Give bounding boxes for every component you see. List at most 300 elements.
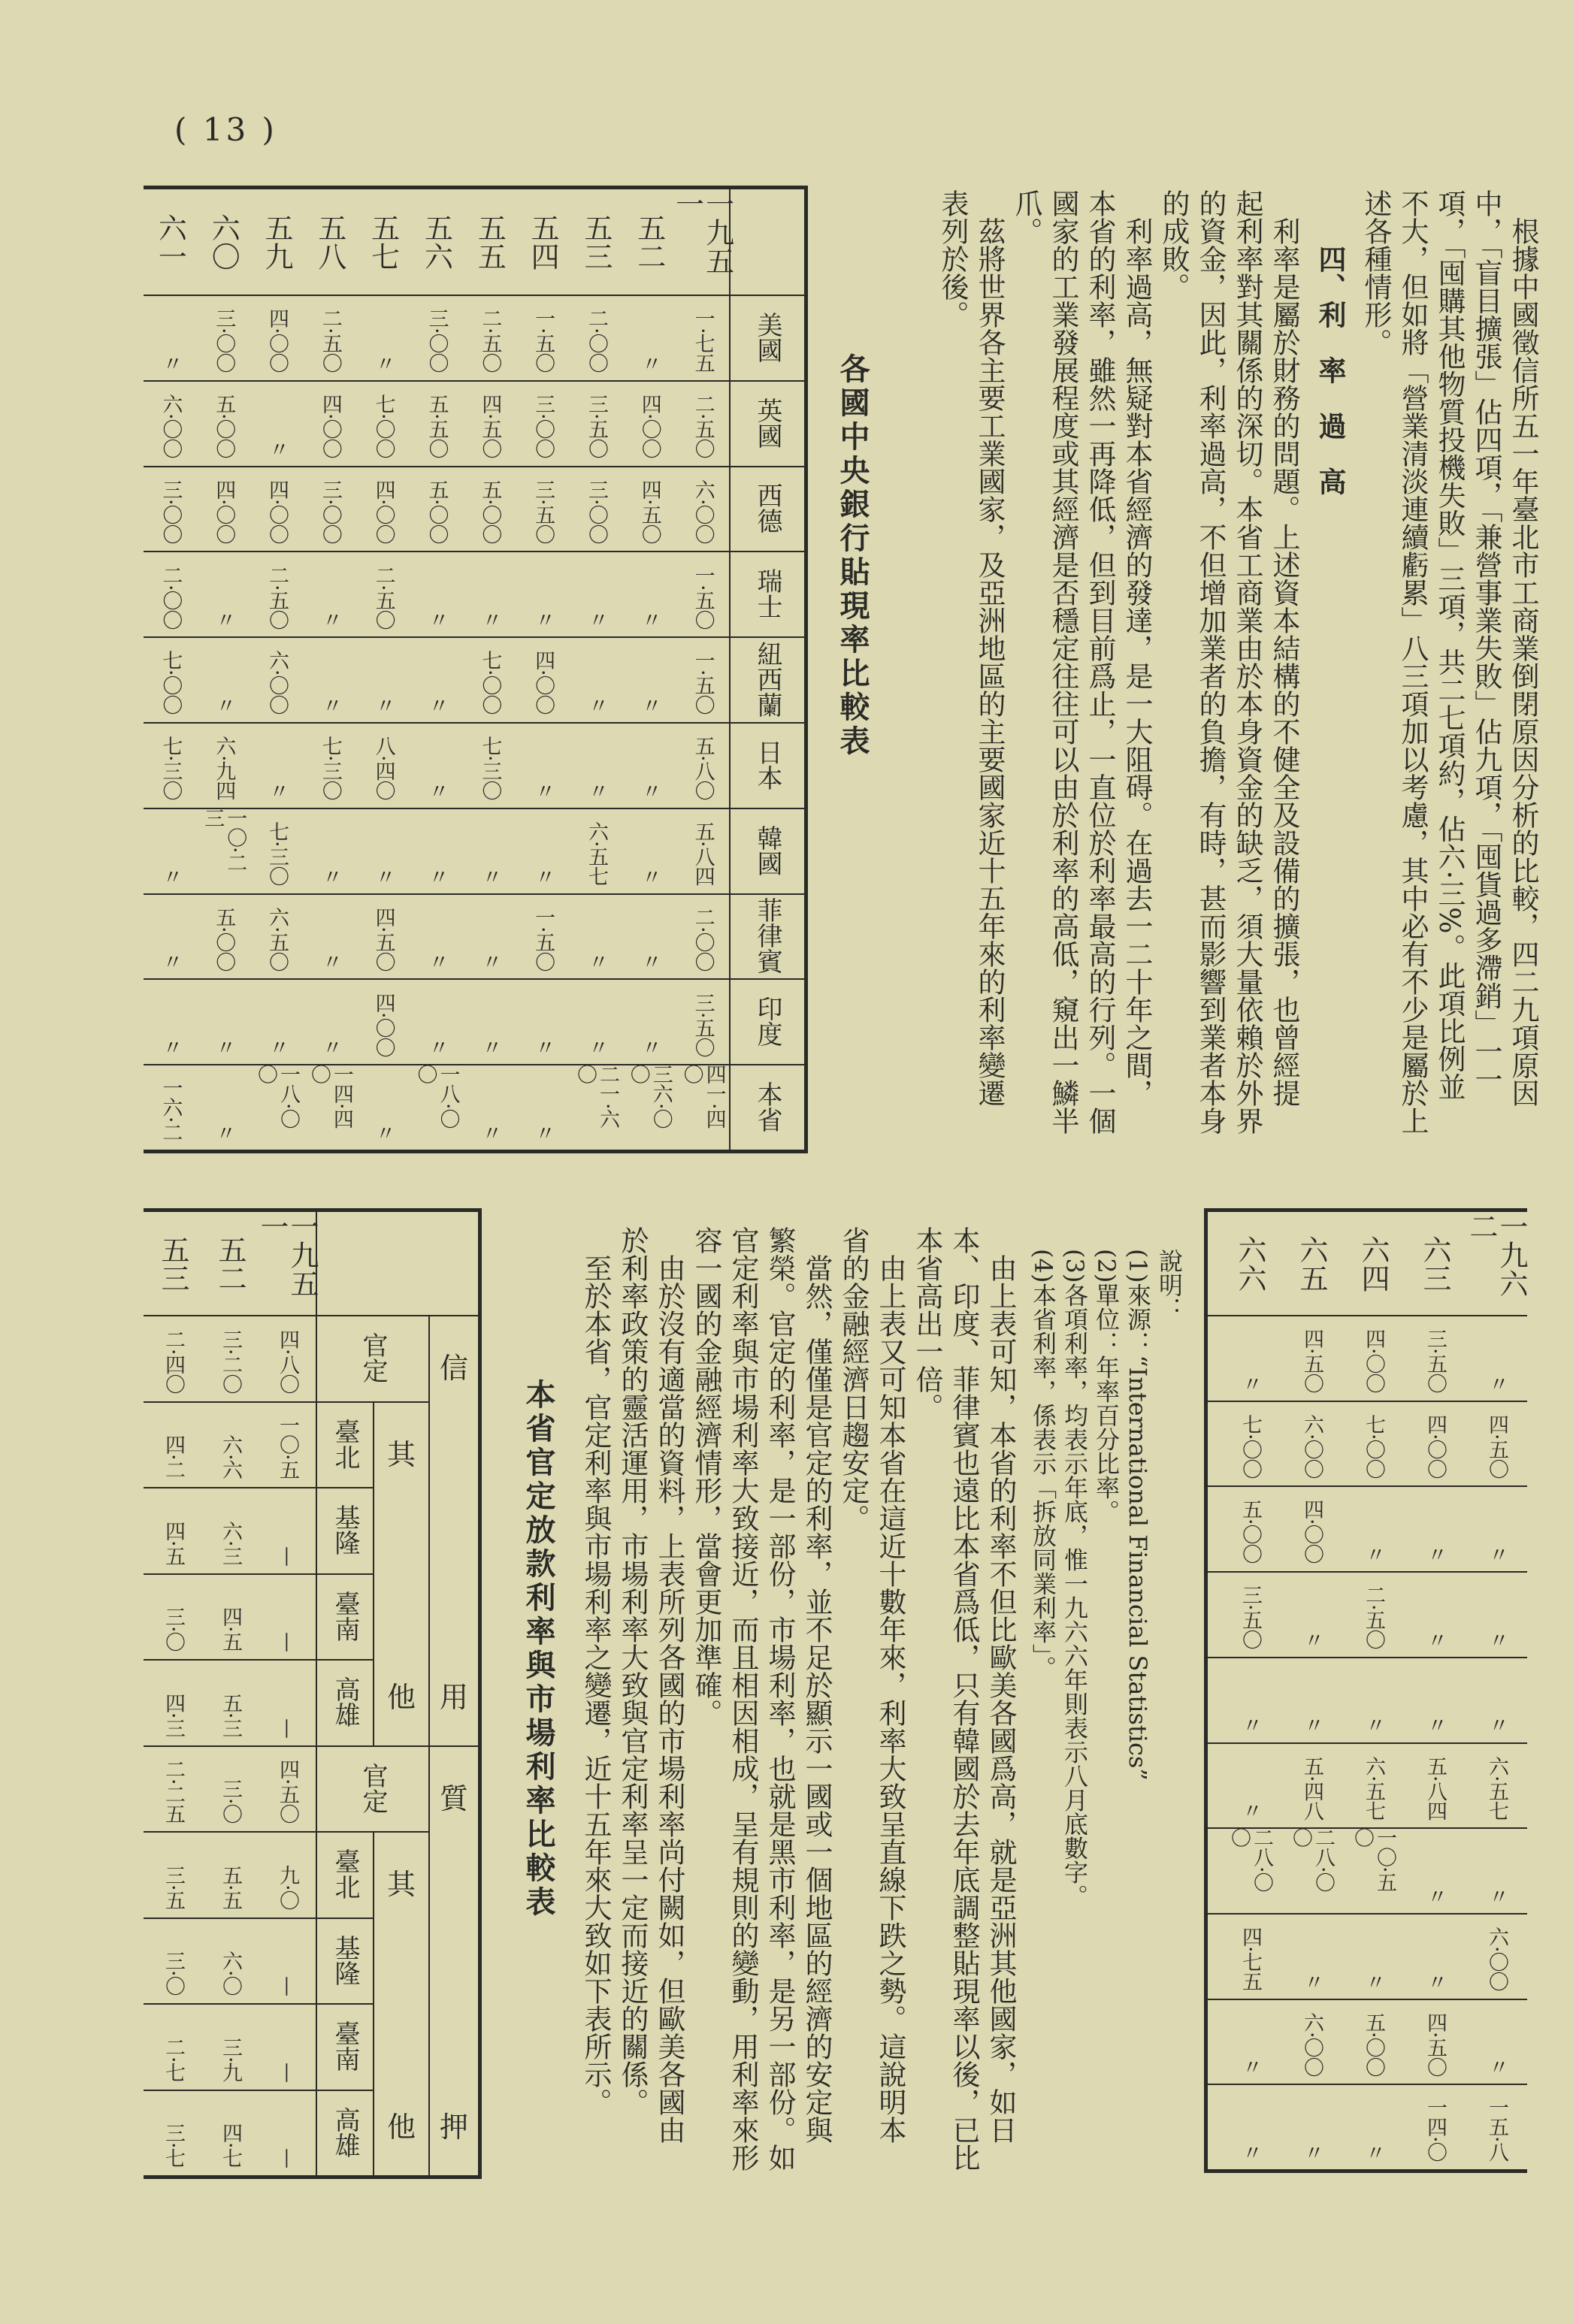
rate-cell bbox=[144, 466, 197, 552]
rate-cell bbox=[622, 978, 676, 1064]
rate-cell-text: 〃 bbox=[1362, 1715, 1385, 1735]
year-header-text: 一九六二 bbox=[1465, 1212, 1528, 1298]
rate-cell-text: 五·〇〇 bbox=[1362, 2011, 1385, 2077]
rate-cell bbox=[1281, 2084, 1342, 2169]
rate-cell-text: 〃 bbox=[159, 1037, 183, 1057]
rate-cell bbox=[1281, 1401, 1342, 1486]
rate-cell bbox=[622, 722, 676, 808]
rate-cell bbox=[1281, 1913, 1342, 1999]
rate-cell-text: 四·七 bbox=[219, 2123, 242, 2168]
year-header-text: 五七 bbox=[366, 213, 400, 270]
rate-cell bbox=[1281, 1657, 1342, 1742]
year-header-text: 六三 bbox=[1418, 1235, 1451, 1292]
rate-cell bbox=[144, 1487, 201, 1573]
rate-cell bbox=[1281, 1742, 1342, 1828]
rate-cell-text: 〃 bbox=[584, 951, 608, 972]
rate-cell-text: 三·九 bbox=[219, 2036, 242, 2082]
rate-cell-text: 三·〇 bbox=[162, 1951, 185, 1996]
rate-cell-text: 三·五〇 bbox=[1423, 1328, 1447, 1393]
rate-cell-text: 〃 bbox=[1239, 1373, 1262, 1393]
rate-cell-text: 〃 bbox=[584, 609, 608, 630]
text-column: 的資金，因此，利率過高，不但增加業者的負擔，有時，甚而影響到業者本身 bbox=[1194, 189, 1227, 1135]
rate-cell-text: 五·〇〇 bbox=[425, 479, 449, 544]
year-header-text: 六六 bbox=[1233, 1235, 1266, 1292]
year-header-text: 六四 bbox=[1357, 1235, 1390, 1292]
rate-cell bbox=[1466, 1315, 1527, 1401]
rate-cell-text: — bbox=[276, 2062, 299, 2082]
text-column: 官定利率與市場利率大致接近，而且相因相成，呈有規則的變動，用利率來形 bbox=[727, 1226, 759, 2171]
rate-cell-text: 五·八四 bbox=[1423, 1755, 1447, 1821]
rate-cell-text: 〃 bbox=[1239, 1715, 1262, 1735]
rate-cell-text: 一〇·五 bbox=[276, 1415, 299, 1479]
rate-cell bbox=[1404, 1571, 1466, 1657]
text-column: 容一國的金融經濟情形，當會更加準確。 bbox=[690, 1226, 722, 1727]
rate-cell-text: 〃 bbox=[531, 609, 555, 630]
rate-cell-text: 三·二〇 bbox=[219, 1328, 242, 1394]
rate-cell-text: 七·〇〇 bbox=[478, 650, 502, 715]
rate-cell bbox=[622, 808, 676, 893]
rate-cell-text: 四·〇〇 bbox=[371, 479, 395, 544]
rate-cell-text: 〃 bbox=[1362, 2141, 1385, 2162]
rate-cell-text: 二一·六〇 bbox=[573, 1064, 619, 1129]
rate-cell-text: 〃 bbox=[1239, 2057, 1262, 2077]
rate-cell bbox=[197, 808, 250, 893]
rate-cell bbox=[144, 636, 197, 722]
rate-cell-text: 〃 bbox=[584, 780, 608, 800]
rate-cell-text: 四·五〇 bbox=[478, 394, 502, 458]
rate-cell-text: 〃 bbox=[1485, 1373, 1508, 1393]
rate-cell bbox=[250, 893, 304, 979]
rate-cell bbox=[259, 1315, 316, 1401]
year-header-text: 六五 bbox=[1295, 1235, 1328, 1292]
year-header bbox=[201, 1212, 259, 1315]
rate-cell-text: 四·五 bbox=[219, 1606, 242, 1652]
official-label bbox=[317, 1745, 428, 1832]
rate-cell-text: 三六·〇〇 bbox=[626, 1064, 673, 1129]
rate-cell-text: 四·七五 bbox=[1239, 1926, 1262, 1991]
rate-cell bbox=[144, 1573, 201, 1660]
text-column: 茲將世界各主要工業國家，及亞洲地區的主要國家近十五年來的利率變遷 bbox=[973, 189, 1006, 1107]
loan-type-label bbox=[430, 1745, 478, 2176]
rate-cell-text: 三·五〇 bbox=[584, 394, 608, 458]
note-line: (3)各項利率，均表示年底，惟一九六六年則表示八月底數字。 bbox=[1060, 1249, 1089, 1908]
year-header bbox=[1404, 1212, 1466, 1315]
rate-cell-text: 二·四〇 bbox=[162, 1328, 185, 1394]
rate-cell bbox=[144, 1831, 201, 1918]
rate-cell bbox=[303, 808, 356, 893]
rate-cell-text: 〃 bbox=[531, 866, 555, 886]
rate-cell-text: 四·〇〇 bbox=[265, 479, 289, 544]
rate-cell-text: 六·九四 bbox=[212, 736, 236, 800]
rate-cell-text: 〃 bbox=[1300, 2141, 1323, 2162]
city-label-text: 基隆 bbox=[330, 1934, 360, 1986]
rate-cell bbox=[463, 636, 516, 722]
text-column: 起利率對其關係的深切。本省工商業由於本身資金的缺乏，須大量依賴於外界 bbox=[1231, 189, 1263, 1135]
section-heading: 四、利 率 過 高 bbox=[1314, 189, 1347, 495]
rate-cell bbox=[356, 466, 410, 552]
year-header bbox=[570, 189, 623, 295]
rate-cell-text: 〃 bbox=[265, 1037, 289, 1057]
text-column: 不大，但如將「營業清淡連續虧累」八三項加以考慮，其中必有不少是屬於上 bbox=[1396, 189, 1429, 1135]
other-label bbox=[374, 1401, 428, 1745]
country-label bbox=[731, 380, 804, 466]
rate-cell bbox=[1466, 2084, 1527, 2169]
rate-cell bbox=[1404, 2084, 1466, 2169]
rate-cell bbox=[250, 636, 304, 722]
rate-cell bbox=[622, 551, 676, 636]
rate-cell bbox=[303, 722, 356, 808]
rate-cell-text: 一·七五 bbox=[691, 308, 715, 373]
rate-cell-text: 〃 bbox=[637, 951, 661, 972]
rate-cell-text: 〃 bbox=[478, 1122, 502, 1142]
rate-cell-text: 三·七 bbox=[162, 2123, 185, 2168]
rate-cell-text: 一·五〇 bbox=[531, 906, 555, 972]
rate-cell bbox=[197, 636, 250, 722]
rate-cell-text: 四·八〇 bbox=[276, 1328, 299, 1394]
rate-cell-text: 五·〇〇 bbox=[1239, 1499, 1262, 1564]
rate-cell bbox=[303, 295, 356, 380]
rate-cell-text: 三·〇 bbox=[219, 1779, 242, 1824]
rate-cell bbox=[144, 1918, 201, 2004]
rate-cell bbox=[303, 380, 356, 466]
rate-cell-text: 三·五〇 bbox=[1239, 1585, 1262, 1649]
rate-cell bbox=[676, 978, 729, 1064]
rate-cell-text: 三·〇〇 bbox=[159, 479, 183, 544]
city-label-text: 臺南 bbox=[330, 1590, 360, 1642]
rate-cell bbox=[1219, 1742, 1281, 1828]
rate-cell-text: 〃 bbox=[425, 694, 449, 715]
official-label-text: 官定 bbox=[358, 1332, 388, 1384]
rate-cell bbox=[1281, 1571, 1342, 1657]
rate-cell-text: 〃 bbox=[371, 866, 395, 886]
city-label-text: 高雄 bbox=[330, 2106, 360, 2158]
text-column: 爪。 bbox=[1010, 189, 1042, 245]
rate-cell-text: 〃 bbox=[212, 694, 236, 715]
rate-cell bbox=[463, 978, 516, 1064]
rate-cell bbox=[676, 636, 729, 722]
table-notes bbox=[1027, 1249, 1185, 1908]
rate-cell bbox=[1219, 1999, 1281, 2084]
text-column: 至於本省，官定利率與市場利率之變遷，近十五年來大致如下表所示。 bbox=[579, 1226, 612, 2116]
rate-cell bbox=[1404, 1827, 1466, 1913]
rate-cell bbox=[463, 1064, 516, 1150]
year-header-text: 五二 bbox=[213, 1235, 247, 1292]
rate-cell-text: 六·〇〇 bbox=[265, 650, 289, 715]
rate-cell bbox=[1219, 1315, 1281, 1401]
table1-title: 各國中央銀行貼現率比較表 bbox=[835, 353, 870, 759]
rate-cell-text: 〃 bbox=[637, 780, 661, 800]
rate-cell-text: 四·〇〇 bbox=[371, 992, 395, 1057]
rate-cell bbox=[1219, 1913, 1281, 1999]
rate-cell bbox=[463, 466, 516, 552]
rate-cell-text: 一五·八 bbox=[1485, 2097, 1508, 2162]
rate-cell-text: 六·五七 bbox=[1485, 1755, 1508, 1821]
rate-cell bbox=[144, 893, 197, 979]
rate-cell-text: 二·〇〇 bbox=[584, 308, 608, 373]
city-label-text: 臺北 bbox=[330, 1848, 360, 1900]
rate-cell-text: 〃 bbox=[478, 1037, 502, 1057]
rate-cell bbox=[410, 893, 463, 979]
rate-cell bbox=[622, 893, 676, 979]
year-header-text: 五三 bbox=[156, 1235, 189, 1292]
rate-cell bbox=[676, 551, 729, 636]
rate-cell bbox=[410, 295, 463, 380]
rate-cell bbox=[144, 722, 197, 808]
rate-cell bbox=[250, 551, 304, 636]
rate-cell bbox=[1466, 1657, 1527, 1742]
city-label bbox=[317, 2090, 373, 2176]
rate-cell-text: 六·五七 bbox=[1362, 1755, 1385, 1821]
rate-cell bbox=[410, 722, 463, 808]
year-header-text: 五三 bbox=[579, 213, 613, 270]
rate-cell bbox=[356, 295, 410, 380]
rate-cell-text: 〃 bbox=[1300, 1715, 1323, 1735]
rate-cell bbox=[463, 722, 516, 808]
city-label-text: 高雄 bbox=[330, 1676, 360, 1728]
year-header bbox=[144, 189, 197, 295]
rate-cell-text: 一八·〇〇 bbox=[413, 1064, 460, 1129]
rate-cell bbox=[356, 808, 410, 893]
rate-cell bbox=[676, 893, 729, 979]
rate-cell-text: 〃 bbox=[212, 609, 236, 630]
rate-cell-text: 三·〇〇 bbox=[318, 479, 342, 544]
rate-cell bbox=[201, 1659, 259, 1745]
rate-cell-text: 四·五〇 bbox=[637, 479, 661, 544]
rate-cell-text: 七·〇〇 bbox=[1239, 1413, 1262, 1479]
rate-cell bbox=[1404, 1742, 1466, 1828]
official-label-text: 官定 bbox=[358, 1762, 388, 1814]
rate-cell-text: 一〇·二三 bbox=[201, 807, 247, 872]
country-label-text: 菲律賓 bbox=[752, 897, 782, 975]
text-column: 國家的工業發展程度或其經濟是否穩定往往可以由於利率的高低，窺出一鱗半 bbox=[1047, 189, 1079, 1135]
rate-cell bbox=[201, 1401, 259, 1488]
other-char: 其 bbox=[386, 1868, 416, 1901]
rate-cell bbox=[1404, 1913, 1466, 1999]
note-line: (2)單位：年率百分比率。 bbox=[1092, 1249, 1121, 1524]
rate-cell-text: 〃 bbox=[371, 352, 395, 373]
country-label bbox=[731, 295, 804, 380]
rate-cell bbox=[201, 1573, 259, 1660]
rate-cell bbox=[1466, 1913, 1527, 1999]
rate-cell-text: 二·〇〇 bbox=[159, 564, 183, 630]
discount-rate-table-part1 bbox=[144, 186, 808, 1153]
rate-cell bbox=[570, 808, 623, 893]
rate-cell-text: 〃 bbox=[318, 694, 342, 715]
rate-cell bbox=[259, 2003, 316, 2090]
rate-cell-text: 三·五〇 bbox=[691, 992, 715, 1057]
rate-cell-text: 一·五〇 bbox=[691, 650, 715, 715]
rate-cell bbox=[1219, 1657, 1281, 1742]
rate-cell-text: 〃 bbox=[584, 1037, 608, 1057]
rate-cell bbox=[1404, 1657, 1466, 1742]
rate-cell-text: 二八·〇〇 bbox=[1227, 1827, 1273, 1892]
rate-cell-text: 〃 bbox=[371, 694, 395, 715]
rate-cell bbox=[570, 978, 623, 1064]
city-label bbox=[317, 1831, 373, 1918]
year-header bbox=[303, 189, 356, 295]
rate-cell bbox=[303, 636, 356, 722]
rate-cell-text: 七·三〇 bbox=[159, 736, 183, 800]
rate-cell-text: 六·〇〇 bbox=[159, 394, 183, 458]
rate-cell bbox=[259, 1573, 316, 1660]
rate-cell-text: 六·六 bbox=[219, 1434, 242, 1479]
rate-cell bbox=[250, 978, 304, 1064]
rate-cell bbox=[1219, 2084, 1281, 2169]
year-header bbox=[144, 1212, 201, 1315]
note-line: (1)來源：“International Financial Statistics” bbox=[1124, 1249, 1152, 1781]
rate-cell-text: 〃 bbox=[637, 1037, 661, 1057]
rate-cell-text: 九·〇 bbox=[276, 1864, 299, 1910]
rate-cell-text: 四·五〇 bbox=[1423, 2011, 1447, 2077]
rate-cell-text: 四·五〇 bbox=[276, 1759, 299, 1824]
note-line: (4)本省利率，係表示「拆放同業利率」。 bbox=[1029, 1249, 1057, 1680]
rate-cell-text: 四·〇〇 bbox=[318, 394, 342, 458]
city-label bbox=[317, 1401, 373, 1488]
rate-cell-text: 〃 bbox=[531, 1037, 555, 1057]
rate-cell bbox=[250, 1064, 304, 1150]
rate-cell bbox=[516, 808, 570, 893]
rate-cell-text: 六·〇〇 bbox=[1485, 1926, 1508, 1991]
rate-cell-text: 三·五 bbox=[162, 1864, 185, 1910]
rate-cell bbox=[1281, 1485, 1342, 1571]
country-label-text: 紐西蘭 bbox=[752, 641, 782, 718]
rate-cell bbox=[144, 808, 197, 893]
rate-cell bbox=[570, 1064, 623, 1150]
rate-cell bbox=[144, 1659, 201, 1745]
country-label bbox=[731, 808, 804, 893]
year-header bbox=[256, 1212, 319, 1315]
rate-cell bbox=[1404, 1485, 1466, 1571]
text-column: 當然，僅僅是官定的利率，並不足於顯示一國或一個地區的經濟的安定與 bbox=[800, 1226, 833, 2144]
rate-cell-text: 三·〇 bbox=[162, 1606, 185, 1652]
rate-cell bbox=[197, 722, 250, 808]
year-header-text: 五二 bbox=[632, 213, 666, 270]
text-column: 表列於後。 bbox=[936, 189, 969, 328]
rate-cell bbox=[303, 978, 356, 1064]
rate-cell bbox=[1219, 1401, 1281, 1486]
rate-cell-text: 五·〇〇 bbox=[212, 906, 236, 972]
text-column: 中，「盲目擴張」佔四項，「兼營事業失敗」佔九項，「囤貨過多滯銷」一一 bbox=[1470, 189, 1502, 1093]
rate-cell-text: 〃 bbox=[159, 951, 183, 972]
note-line: 說明： bbox=[1155, 1249, 1184, 1321]
rate-cell-text: 四·〇〇 bbox=[1300, 1499, 1323, 1564]
rate-cell-text: 四·〇〇 bbox=[212, 479, 236, 544]
city-label bbox=[317, 1918, 373, 2004]
rate-cell bbox=[463, 380, 516, 466]
rate-cell-text: 〃 bbox=[1423, 1629, 1447, 1649]
year-header-text: 五六 bbox=[419, 213, 453, 270]
rate-cell-text: 〃 bbox=[159, 352, 183, 373]
rate-cell-text: 四·二 bbox=[162, 1434, 185, 1479]
rate-cell-text: 五·〇〇 bbox=[478, 479, 502, 544]
country-label bbox=[731, 722, 804, 808]
rate-cell-text: 三·〇〇 bbox=[425, 308, 449, 373]
rate-cell-text: 三·五〇 bbox=[531, 479, 555, 544]
rate-cell bbox=[1466, 1485, 1527, 1571]
rate-cell bbox=[250, 380, 304, 466]
other-char: 他 bbox=[386, 1680, 416, 1714]
text-column: 項，「囤購其他物質投機失敗」三項，共二七項約，佔六·三%。此項比例並 bbox=[1433, 189, 1466, 1101]
rate-cell bbox=[197, 1064, 250, 1150]
rate-cell bbox=[676, 295, 729, 380]
rate-cell bbox=[201, 1315, 259, 1401]
rate-cell bbox=[197, 978, 250, 1064]
rate-cell-text: 〃 bbox=[212, 1037, 236, 1057]
rate-cell-text: 〃 bbox=[1485, 1544, 1508, 1564]
rate-cell-text: 〃 bbox=[265, 780, 289, 800]
rate-cell-text: 七·〇〇 bbox=[159, 650, 183, 715]
rate-cell-text: 六·五七 bbox=[584, 821, 608, 886]
country-label-text: 瑞士 bbox=[752, 568, 782, 620]
rate-cell bbox=[303, 551, 356, 636]
rate-cell-text: 一·五〇 bbox=[691, 564, 715, 630]
rate-cell bbox=[356, 893, 410, 979]
year-header-text: 六一 bbox=[153, 213, 187, 270]
rate-cell-text: 一四·〇 bbox=[1423, 2097, 1447, 2162]
year-header bbox=[197, 189, 250, 295]
rate-cell bbox=[676, 380, 729, 466]
rate-cell bbox=[1404, 1401, 1466, 1486]
year-header-text: 一九五一 bbox=[256, 1212, 319, 1298]
rate-cell bbox=[570, 722, 623, 808]
country-label bbox=[731, 893, 804, 979]
rate-cell bbox=[570, 636, 623, 722]
rate-cell bbox=[356, 722, 410, 808]
country-label-text: 日本 bbox=[752, 739, 782, 790]
rate-cell bbox=[144, 1401, 201, 1488]
country-label-text: 印度 bbox=[752, 996, 782, 1047]
rate-cell-text: 五·八〇 bbox=[691, 736, 715, 800]
rate-cell-text: 六·五〇 bbox=[265, 906, 289, 972]
rate-cell-text: 六·〇〇 bbox=[691, 479, 715, 544]
loan-type-char: 質 bbox=[439, 1782, 468, 1815]
text-column: 利率過高，無疑對本省經濟的發達，是一大阻碍。在過去一二十年之間， bbox=[1121, 189, 1153, 1107]
rate-cell bbox=[676, 722, 729, 808]
rate-cell bbox=[356, 1064, 410, 1150]
rate-cell-text: 二·五〇 bbox=[691, 394, 715, 458]
rate-cell bbox=[1466, 1571, 1527, 1657]
country-label-text: 本省 bbox=[752, 1081, 782, 1133]
rate-cell-text: 〃 bbox=[318, 951, 342, 972]
discount-rate-table-part2 bbox=[1204, 1208, 1527, 2173]
country-label-text: 西德 bbox=[752, 482, 782, 534]
year-header-text: 六〇 bbox=[207, 213, 240, 270]
text-column: 本省高出一倍。 bbox=[911, 1226, 943, 1421]
rate-cell-text: 〃 bbox=[637, 866, 661, 886]
rate-cell-text: 〃 bbox=[478, 951, 502, 972]
rate-cell-text: 〃 bbox=[1300, 1629, 1323, 1649]
rate-cell bbox=[197, 893, 250, 979]
rate-cell bbox=[516, 466, 570, 552]
country-label bbox=[731, 978, 804, 1064]
rate-cell-text: 〃 bbox=[265, 438, 289, 458]
rate-cell bbox=[356, 380, 410, 466]
rate-cell bbox=[250, 295, 304, 380]
rate-cell bbox=[1466, 1999, 1527, 2084]
rate-cell-text: 六·〇〇 bbox=[1300, 1413, 1323, 1479]
rate-cell bbox=[1342, 1657, 1404, 1742]
rate-cell bbox=[622, 636, 676, 722]
rate-cell-text: — bbox=[276, 1976, 299, 1996]
rate-cell-text: 〃 bbox=[318, 866, 342, 886]
rate-cell-text: 〃 bbox=[425, 951, 449, 972]
year-header-text: 五八 bbox=[313, 213, 346, 270]
year-header bbox=[1342, 1212, 1404, 1315]
rate-cell-text: 一·五〇 bbox=[531, 308, 555, 373]
rate-cell bbox=[570, 466, 623, 552]
rate-cell-text: 〃 bbox=[1423, 1971, 1447, 1991]
rate-cell bbox=[570, 551, 623, 636]
